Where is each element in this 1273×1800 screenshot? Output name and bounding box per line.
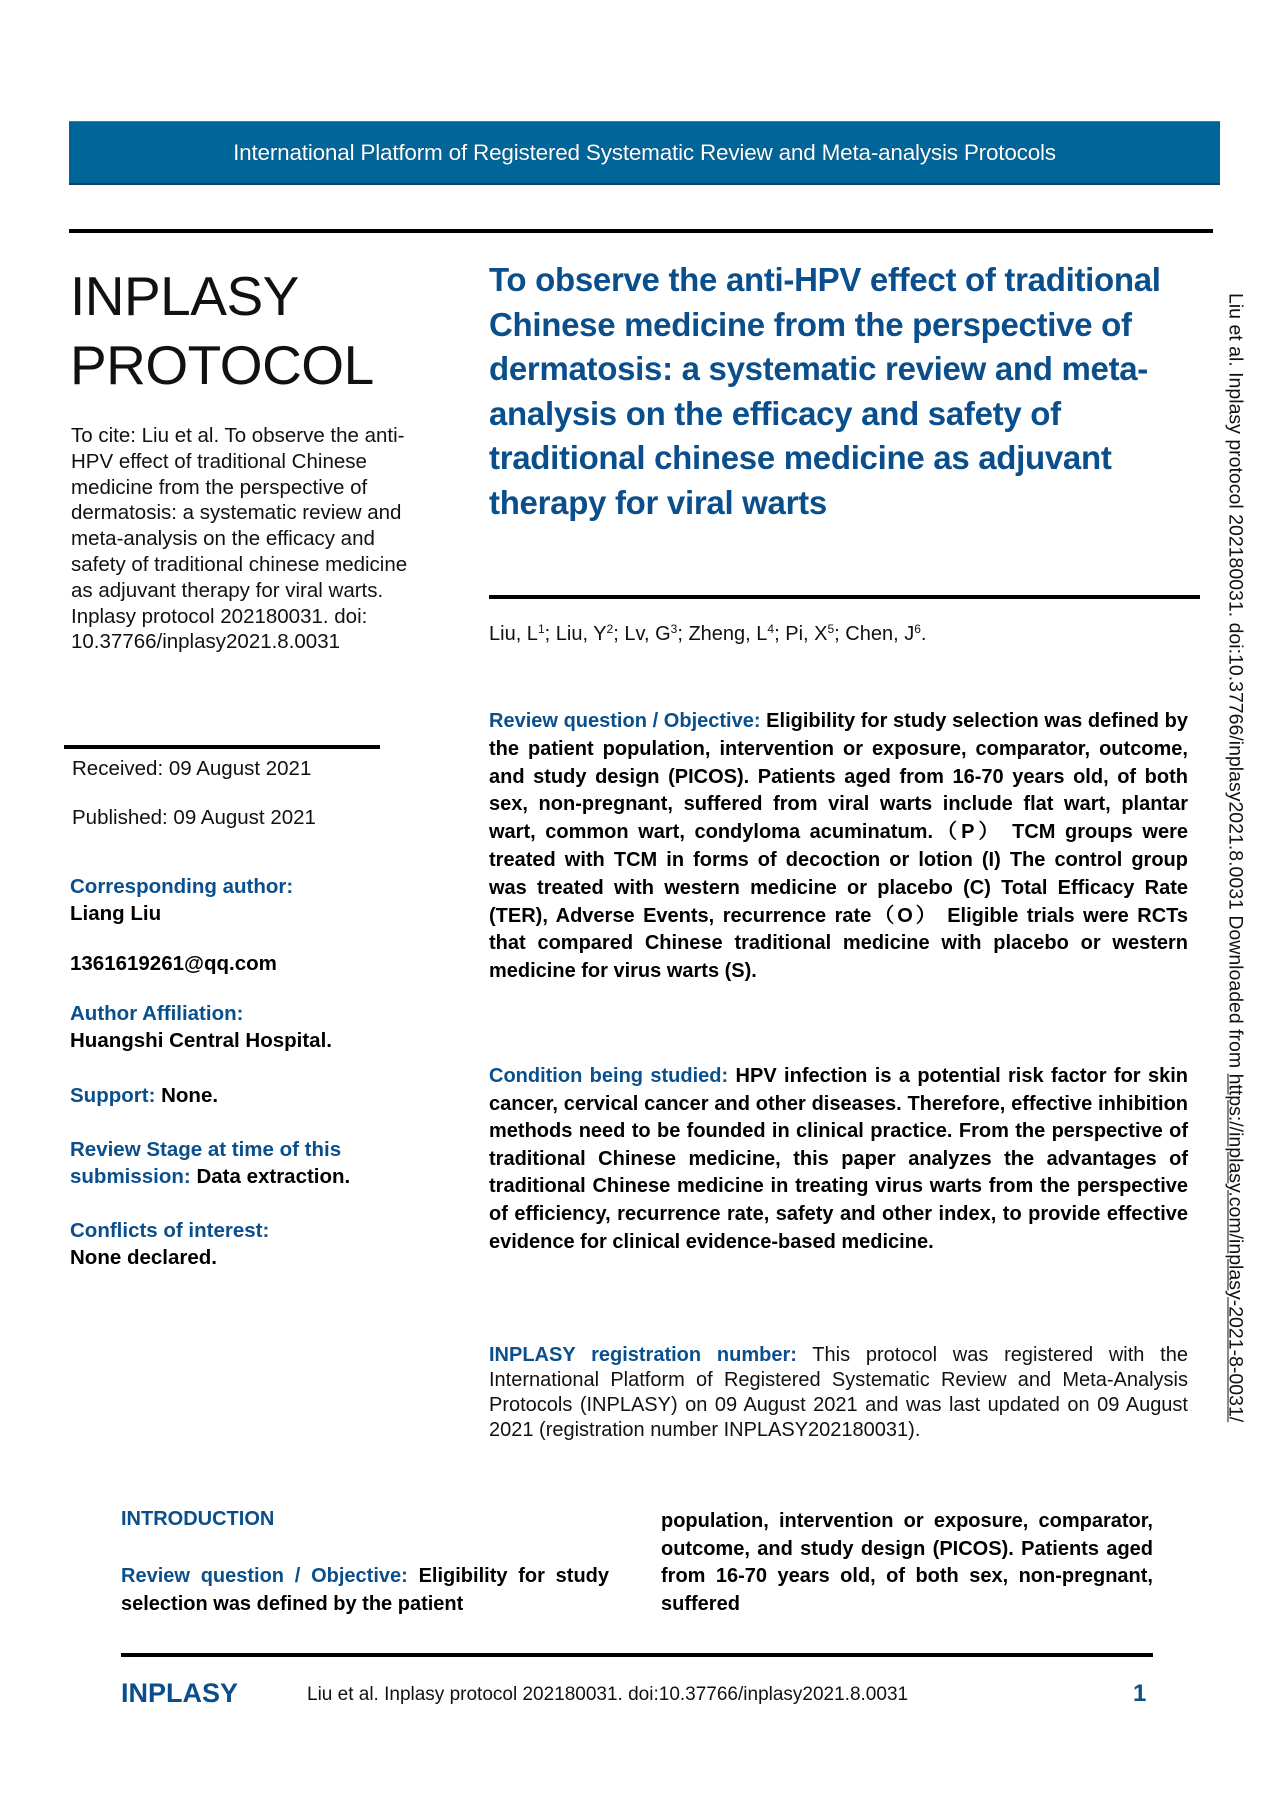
author-name: Liu, Y — [555, 623, 607, 645]
title-divider — [489, 595, 1200, 599]
review-question-text: Eligibility for study selection was defined by the patient population, intervention or exposure, comparator, outcome, and study design (PICOS). Patients aged from 16-70 years old, of both sex, non-pregnant, suffered from viral warts include flat wart, plantar wart, common wart, condyloma acuminatum.（P） TCM groups were treated with TCM in forms of decoction or lotion (I) The control group was treated with western medicine or placebo (C) Total Efficacy Rate (TER), Adverse Events, recurrence rate（O） Eligible trials were RCTs that compared Chinese traditional medicine with placebo or western medicine for virus warts (S). — [489, 710, 1189, 983]
registration-text: This protocol was registered with the International Platform of Registered Systematic Review and Meta-Analysis Protocols (INPLASY) on 09 August 2021 and was last updated on 09 August 2021 (registration number INPLASY202180031). — [489, 1344, 1188, 1441]
footer-citation: Liu et al. Inplasy protocol 202180031. doi:10.37766/inplasy2021.8.0031 — [307, 1684, 909, 1705]
author-separator: ; — [677, 623, 689, 645]
page-number: 1 — [1133, 1680, 1147, 1707]
affiliation-label: Author Affiliation: — [70, 1002, 244, 1025]
author-affiliation-mark: 5 — [827, 622, 835, 636]
author-name: Zheng, L — [688, 623, 768, 645]
support-label: Support: — [70, 1084, 156, 1107]
condition-text: HPV infection is a potential risk factor for skin cancer, cervical cancer and other diseases. Therefore, effective inhibition methods need to be founded in clinical practice. From the perspective of traditional Chinese medicine, this paper analyzes the advantages of traditional Chinese medicine in treating virus warts from the perspective of efficiency, recurrence rate, safety and other index, to provide effective evidence for clinical evidence-based medicine. — [489, 1065, 1188, 1253]
author-email[interactable]: 1361619261@qq.com — [70, 952, 277, 975]
download-note-text: Liu et al. Inplasy protocol 202180031. doi:10.37766/inplasy2021.8.0031 Downloaded from — [1224, 293, 1247, 1074]
support-value: None. — [155, 1084, 219, 1107]
author-affiliation-mark: 3 — [670, 622, 678, 636]
article-title: To observe the anti-HPV effect of traditional Chinese medicine from the perspective of dermatosis: a systematic review and meta-analysis on the efficacy and safety of traditional chinese medicine as adjuvant therapy for viral warts — [489, 261, 1161, 521]
protocol-brand — [70, 262, 374, 400]
review-question-paragraph — [489, 708, 1188, 986]
affiliation-value: Huangshi Central Hospital. — [70, 1029, 332, 1052]
author-name: Chen, J — [845, 623, 915, 645]
registration-label: INPLASY registration number: — [489, 1344, 797, 1366]
footer-brand: INPLASY — [121, 1678, 239, 1708]
banner-text: International Platform of Registered Systematic Review and Meta-analysis Protocols — [233, 140, 1056, 165]
download-note — [1224, 293, 1247, 1422]
author-affiliation-mark: 4 — [767, 622, 775, 636]
introduction-left-column — [121, 1563, 609, 1618]
author-separator: ; — [834, 623, 846, 645]
review-stage-value: Data extraction. — [190, 1165, 351, 1188]
author-separator: . — [920, 623, 927, 645]
author-separator: ; — [613, 623, 625, 645]
introduction-left-text: Eligibility for study selection was defined by the patient — [121, 1565, 609, 1615]
platform-banner — [69, 121, 1220, 185]
introduction-review-label: Review question / Objective: — [121, 1565, 408, 1587]
review-stage — [70, 1136, 450, 1190]
conflicts-value: None declared. — [70, 1246, 217, 1269]
corresponding-author — [70, 873, 450, 927]
introduction-heading: INTRODUCTION — [121, 1508, 275, 1530]
review-stage-label: Review Stage at time of this submission: — [70, 1138, 342, 1188]
registration-paragraph — [489, 1343, 1188, 1443]
author-affiliation-mark: 1 — [537, 622, 545, 636]
header-divider — [69, 229, 1213, 233]
published-date: Published: 09 August 2021 — [72, 806, 316, 829]
introduction-right-column: population, intervention or exposure, comparator, outcome, and study design (PICOS). Patients aged from 16-70 years old, of both sex, non-pregnant, suffered — [661, 1510, 1153, 1615]
review-question-label: Review question / Objective: — [489, 710, 761, 732]
brand-line-2: PROTOCOL — [70, 334, 374, 396]
author-affiliation-mark: 2 — [606, 622, 614, 636]
author-list — [489, 622, 926, 646]
conflicts-label: Conflicts of interest: — [70, 1219, 270, 1242]
download-link[interactable]: https://inplasy.com/inplasy-2021-8-0031/ — [1224, 1073, 1247, 1423]
author-affiliation-mark: 6 — [914, 622, 921, 636]
author-separator: ; — [774, 623, 786, 645]
received-date: Received: 09 August 2021 — [72, 757, 312, 780]
author-name: Lv, G — [624, 623, 671, 645]
author-affiliation — [70, 1000, 450, 1054]
author-name: Pi, X — [785, 623, 828, 645]
condition-paragraph — [489, 1063, 1188, 1256]
author-separator: ; — [544, 623, 556, 645]
brand-line-1: INPLASY — [70, 265, 299, 327]
footer-divider — [121, 1653, 1153, 1657]
corresponding-author-label: Corresponding author: — [70, 875, 294, 898]
condition-label: Condition being studied: — [489, 1065, 729, 1087]
corresponding-author-name: Liang Liu — [70, 902, 162, 925]
sidebar-divider — [64, 745, 380, 749]
author-name: Liu, L — [489, 623, 538, 645]
citation-text: To cite: Liu et al. To observe the anti-HPV effect of traditional Chinese medicine from the perspective of dermatosis: a systematic review and meta-analysis on the efficacy and safety of traditional chinese medicine as adjuvant therapy for viral warts. Inplasy protocol 202180031. doi: 10.37766/inplasy2021.8.0031 — [71, 424, 408, 654]
support-info — [70, 1082, 450, 1109]
conflicts-of-interest — [70, 1217, 450, 1271]
